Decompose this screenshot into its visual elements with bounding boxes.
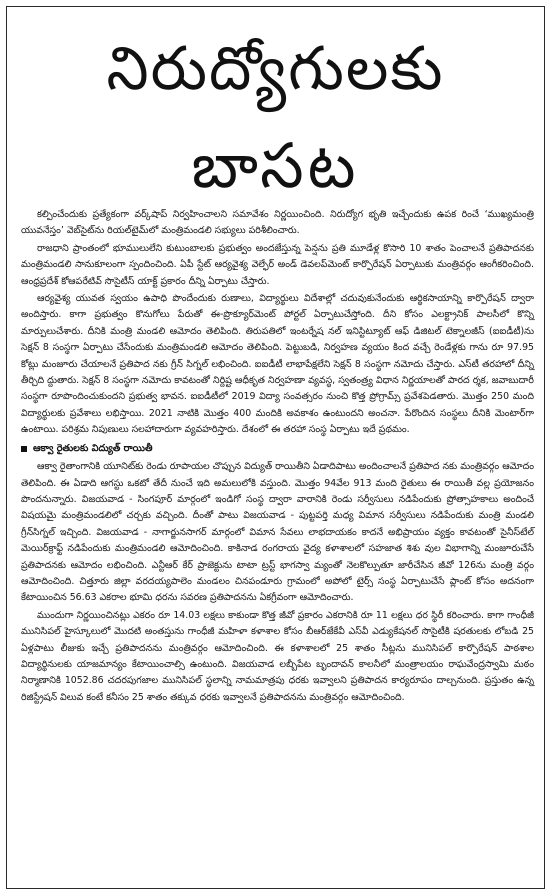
newspaper-clipping: [6, 6, 545, 889]
article-paragraph: ముందుగా నిర్ణయించినట్లు ఎకరం రూ 14.03 లక్షలు కాకుండా కొత్త జీవో ప్రకారం ఎకరానికి రూ 11 లక్షలు ధర స్థిరీ కరించారు. కాగా గాంధీజీ మునిసిపల్ హైస్కూలులో మొదటి అంతస్తును గాంధీజీ మహిళా కళాశాల కోసం బీఆర్‌జేకేవీ ఎస్‌వీ ఎడ్యుకేషనల్ సొసైటీకి షరతులకు లోబడి 25 ఏళ్లపాటు లీజుకు ఇచ్చే ప్రతిపాదనను మంత్రివర్గం ఆమోదించింది. ఈ కళాశాలలో 25 శాతం సీట్లను మునిసిపల్ కార్పొరేషన్ పాఠశాల విద్యార్థినులకు యాజమాన్యం కేటాయించాల్సి ఉంటుంది. విజయవాడ లబ్బీపేట బృందావన్ కాలనీలో మంత్రాలయం రాఘవేంద్రస్వామి మఠం నిర్మాణానికి 1052.86 చదరపుగజాల మునిసిపల్ స్థలాన్ని నామమాత్రపు ధరకు ఇవ్వాలని ప్రతిపాదన కార్యరూపం దాల్చనుంది. ప్రస్తుతం ఉన్న రిజిస్ట్రేషన్ విలువ కంటే కనీసం 25 శాతం తక్కువ ధరకు ఇవ్వాలనే ప్రతిపాదనను మంత్రివర్గం ఆమోదించింది.: [21, 609, 534, 703]
article-paragraph: రాజధాని ప్రాంతంలో భూములులేని కుటుంబాలకు ప్రభుత్వం అందజేస్తున్న పెన్షను ప్రతి మూడేళ్ల కొసారి 10 శాతం పెంచాలనే ప్రతిపాదనకు మంత్రిమండలి సానుకూలంగా స్పందించింది. ఏపీ స్టేట్ ఆర్యవైశ్య వెల్ఫేర్ అండ్ డెవలప్‌మెంట్ కార్పొరేషన్ ఏర్పాటుకు మంత్రివర్గం ఆంగీకరించింది. ఆంధ్రప్రదేశ్ కోఆపరేటివ్ సొసైటీస్ యాక్ట్ ప్రకారం దీన్ని ఏర్పాటు చేస్తారు.: [21, 242, 534, 287]
article-body: [21, 207, 534, 707]
section-subheading: [21, 441, 534, 457]
headline-line-1: నిరుద్యోగులకు: [106, 34, 445, 104]
headline-line-2: బాసట: [191, 129, 360, 202]
bullet-square-icon: [21, 446, 27, 452]
article-paragraph: ఆక్వా రైతాంగానికి యూనిట్‌కు రెండు రూపాయల చొప్పున విద్యుత్ రాయితీని ఏడాదిపాటు అందించాలనే ప్రతిపాద నకు మంత్రివర్గం ఆమోదం తెలిపింది. ఈ ఏడాది ఆగస్టు ఒకటో తేదీ నుంచే ఇది అమలులోకి వస్తుంది. మొత్తం 94వేల 913 మంది రైతులు ఈ రాయితీ వల్ల ప్రయోజనం పొందనున్నారు. విజయవాడ - సింగపూర్ మార్గంలో ఇండిగో సంస్థ ద్వారా వారానికి రెండు సర్వీసులు నడిపేందుకు ప్రోత్సాహకాలు అందించే విషయమై మంత్రిమండలిలో చర్చకు వచ్చింది. దీంతో పాటు విజయవాడ - పుట్టపర్తి మధ్య విమాన సర్వీసులు నడిపేందుకు మంత్రి మండలి గ్రీన్‌సిగ్నల్ ఇచ్చింది. విజయవాడ - నాగార్జునసాగర్ మార్గంలో విమాన సేవలు లాభదాయకం కాదనే అభిప్రాయం వ్యక్తం కావటంతో సైనీస్‌టేల్ మెయిర్‌క్రాఫ్ట్ నడిపేందుకు మంత్రిమండలి ఆమోదించింది. కాకినాడ రంగరాయ వైద్య కళాశాలలో సహజాత శిశు వుల విభాగాన్ని మంజూరుచేసే ప్రతిపాదనకు ఆమోదం లభించింది. ఎన్టీఆర్ కేర్ ప్రాజెక్టును టాటా ట్రస్ట్ భాగస్వా మ్యంతో నెలకొల్పుతూ జారీచేసిన జీవో 126ను మంత్రి వర్గం ఆమోదించింది. చిత్తూరు జిల్లా వరదయ్యపాలెం మండలం చినపండూరు గ్రామంలో అపోలో టైర్స్ సంస్థ ఏర్పాటుచేసే ప్లాంట్ కోసం అదనంగా కేటాయించిన 56.63 ఎకరాల భూమి ధరను సవరణ ప్రతిపాదనను ఏకగ్రీవంగా ఆమోదించారు.: [21, 461, 534, 604]
subheading-text: ఆక్వా రైతులకు విద్యుత్ రాయితీ: [33, 442, 153, 454]
article-paragraph: కల్పించేందుకు ప్రత్యేకంగా వర్క్‌షాప్ నిర్వహించాలని సమావేశం నిర్ణయించింది. నిరుద్యోగ భృతి ఇచ్చేందుకు ఉపక రించే ‘ముఖ్యమంత్రి యువనేస్తం’ వెబ్‌సైట్‌ను రియల్‌టైమ్‌లో మంత్రిమండలి సభ్యులు పరిశీలించారు.: [21, 209, 534, 237]
article-paragraph: ఆర్యవైశ్య యువత స్వయం ఉపాధి పొందేందుకు రుణాలు, విద్యార్థులు విదేశాల్లో చదువుకునేందుకు ఆర్థికసాయాన్ని కార్పొరేషన్ ద్వారా అందిస్తారు. కాగా ప్రభుత్వం కొనుగోలు పేరుతో ఈ-ప్రొక్యూర్‌మెంట్ పోర్టల్ ఏర్పాటుచేస్తోంది. దీని కోసం ఎలక్ట్రానిక్ పాలసీలో కొన్ని మార్పులుచేశారు. దీనికి మంత్రి మండలి ఆమోదం తెలిపింది. తిరుపతిలో ఇంటర్నేష నల్ ఇనిస్టిట్యూట్ ఆఫ్ డిజిటల్ టెక్నాలజీస్ (ఐఐడీటీ)ను సెక్షన్ 8 సంస్థగా ఏర్పాటు చేసేందుకు మంత్రిమండలి ఆమోదం తెలిపింది. పెట్టుబడి, నిర్వహణ వ్యయం కింద వచ్చే రెండేళ్లకు గాను రూ 97.95 కోట్లు మంజూరు చేయాలనే ప్రతిపాద నకు గ్రీన్ సిగ్నల్ లభించింది. ఐఐడీటీ లాభాపేక్షలేని సెక్షన్ 8 సంస్థగా నమోదు చేస్తారు. ఎస్‌టీ తరహాలో దీన్ని తీర్చిది ద్దుతారు. సెక్షన్ 8 సంస్థగా నమోదు కావటంతో నిర్దిష్ట ఆధీకృత నిర్వహణా వ్యవస్థ, స్వతంత్ర్య విధాన నిర్ణయాలతో పారద ర్శక, జవాబుదారీ సంస్థగా రూపొందించుకుందని ప్రభుత్వ భావన. ఐఐడీటీలో 2019 విద్యా సంవత్సరం నుంచి కొత్త ప్రోగ్రామ్స్ ప్రవేశపెడతారు. మొత్తం 250 మంది విద్యార్థులకు ప్రవేశాలు లభిస్తాయి. 2021 నాటికి మొత్తం 400 మందికి అవకాశం ఉంటుందని అంచనా. పేరొందిన సంస్థలు దీనికి మెంటార్‌గా ఉంటాయి. పరిశ్రమ నిపుణులు సలహాదారుగా వ్యవహరిస్తారు. దేశంలో ఈ తరహా సంస్థ ఏర్పాటు ఇదే ప్రథమం.: [21, 293, 534, 436]
